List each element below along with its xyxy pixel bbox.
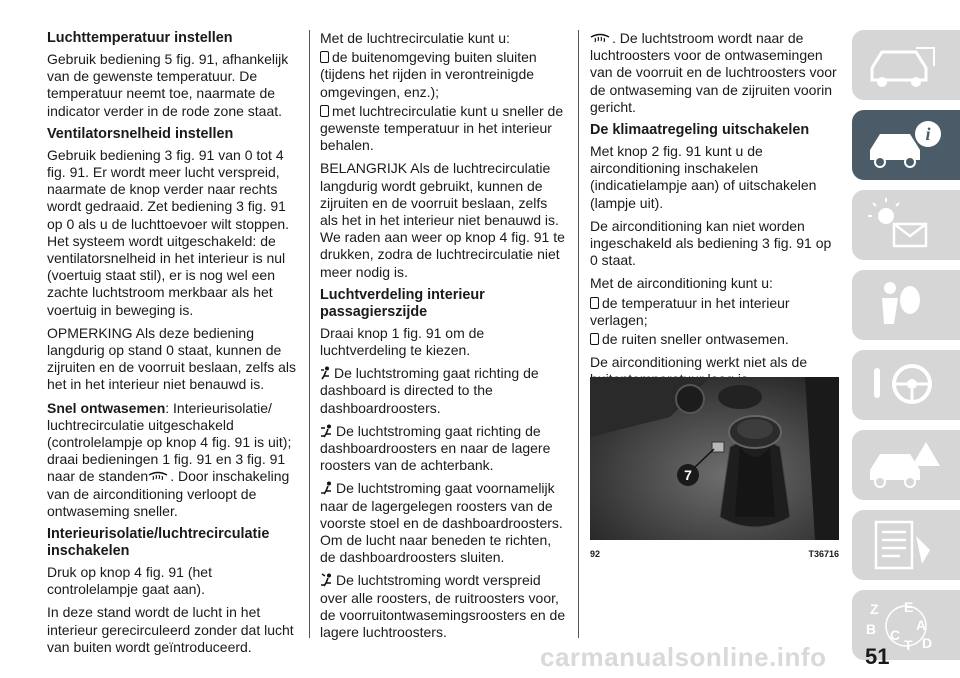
tab-emergency[interactable]	[852, 430, 960, 500]
paragraph-quick-defog	[47, 400, 297, 520]
watermark: carmanualsonline.info	[540, 642, 827, 672]
paragraph-defrost-text: . De luchtstroom wordt naar de luchtroosters voor de ontwasemingen van de voorruit en de luchtroosters voor de ontwaseming van de zijruiten voorin gericht.	[590, 30, 837, 115]
column-right	[590, 30, 840, 395]
svg-text:A: A	[916, 617, 927, 633]
ac-bullet-2-text: de ruiten sneller ontwasemen.	[602, 331, 789, 348]
paragraph-ac-low-temp: De airconditioning werkt niet als de	[590, 354, 808, 371]
car-dashboard-icon	[864, 38, 944, 92]
svg-text:B: B	[866, 621, 877, 637]
svg-text:C: C	[890, 627, 901, 643]
recirc-bullet-1-text: de buitenomgeving buiten sluiten (tijdens het rijden in verontreinigde omgevingen, enz.);	[320, 49, 537, 100]
distribution-all-text: De luchtstroming wordt verspreid over alle roosters, de ruitroosters voor, de voorruitontwasemingsroosters en de lagere luchtroosters.	[320, 572, 566, 641]
paragraph-air-distribution: Draai knop 1 fig. 91 om de luchtverdeling te kiezen.	[320, 324, 485, 359]
checkbox-bullet-icon	[590, 297, 599, 309]
warning-light-message-icon	[864, 198, 944, 252]
checkbox-bullet-icon	[320, 105, 329, 117]
ac-intro: Met de airconditioning kunt u:	[590, 275, 773, 292]
paragraph-note: OPMERKING Als deze bediening langdurig op stand 0 staat, kunnen de zijruiten en de voorruit beslaan, zelfs als het in het interieur niet benauwd is.	[47, 324, 297, 393]
svg-text:T: T	[904, 637, 913, 652]
ac-bullet-2	[590, 331, 840, 348]
car-warning-icon	[864, 438, 944, 492]
column-divider	[309, 30, 310, 638]
steering-wheel-key-icon	[864, 358, 944, 412]
heading-climate-off: De klimaatregeling uitschakelen	[590, 122, 810, 139]
svg-text:E: E	[904, 599, 914, 615]
airbag-icon	[864, 278, 944, 332]
tab-getting-to-know-vehicle[interactable]	[852, 110, 960, 180]
figure-photo-gear-lever	[590, 377, 839, 540]
callout-number: 7	[684, 467, 692, 483]
paragraph-climate-off-2: De airconditioning kan niet worden ingeschakeld als bediening 3 fig. 91 op 0 staat.	[590, 217, 832, 269]
recirc-bullet-1	[320, 49, 566, 101]
tab-starting-driving[interactable]	[852, 350, 960, 420]
svg-text:D: D	[922, 635, 933, 651]
figure-number: 92	[590, 549, 601, 559]
heading-fan-speed: Ventilatorsnelheid instellen	[47, 125, 234, 142]
air-to-feet-and-windscreen-icon	[320, 573, 334, 587]
checkbox-bullet-icon	[590, 333, 599, 345]
checkbox-bullet-icon	[320, 51, 329, 63]
distribution-bilevel	[320, 423, 566, 475]
quick-defog-label: Snel ontwasemen	[47, 399, 166, 416]
recirc-bullet-2-text: met luchtrecirculatie kunt u sneller de gewenste temperatuur in het interieur behalen.	[320, 102, 564, 154]
heading-recirculation: Interieurisolatie/luchtrecirculatie inschakelen	[47, 526, 270, 560]
tab-warning-lights[interactable]	[852, 190, 960, 260]
specifications-list-icon	[864, 518, 944, 572]
windscreen-defrost-icon	[590, 33, 610, 45]
recirc-bullet-2	[320, 103, 566, 155]
paragraph-air-temperature: Gebruik bediening 5 fig. 91, afhankelijk van de gewenste temperatuur. De temperatuur neemt toe, naarmate de indicator verder in de rode zone staat.	[47, 51, 289, 119]
air-to-feet-icon	[320, 481, 334, 495]
paragraph-fan-speed: Gebruik bediening 3 fig. 91 van 0 tot 4 fig. 91. Er wordt meer lucht verspreid, naarmate de knop verder naar rechts wordt gedraaid. Zet bediening 3 fig. 91 op 0 als u de luchttoevoer wilt stoppen. Het systeem wordt uitgeschakeld: de ventilatorsnelheid in het interieur is nul (voertuig staat stil), er is nog wel een zachte luchtstroom merkbaar als het voertuig in beweging is.	[47, 146, 290, 318]
quick-defog-text-b: . Door inschakeling van de airconditioning verloopt de ontwaseming sneller.	[47, 468, 290, 519]
distribution-bilevel-text: De luchtstroming gaat richting de dashboardroosters en naar de lagere roosters van de achterbank.	[320, 422, 551, 474]
distribution-all	[320, 572, 566, 641]
distribution-feet-text: De luchtstroming gaat voornamelijk naar de lagergelegen roosters van de voorste stoel en de dashboardroosters. Om de lucht naar beneden te richten, de dashboardroosters sluiten.	[320, 480, 563, 566]
paragraph-defrost	[590, 30, 840, 116]
figure-caption	[590, 549, 839, 559]
distribution-dashboard-text: De luchtstroming gaat richting de dashboard is directed to the dashboardroosters.	[320, 365, 539, 416]
tab-dashboard[interactable]	[852, 30, 960, 100]
ac-bullet-1-text: de temperatuur in het interieur verlagen;	[590, 294, 790, 328]
quick-defog-text-a: : Interieurisolatie/ luchtrecirculatie uitgeschakeld (controlelampje op knop 4 fig. 91 is uit); draai bedieningen 1 fig. 91 en 3 fig. 91 naar de standen	[47, 399, 292, 485]
windscreen-defrost-icon	[148, 471, 168, 483]
recirc-intro: Met de luchtrecirculatie kunt u:	[320, 30, 510, 46]
column-middle	[320, 30, 566, 647]
figure-code: T36716	[808, 549, 839, 559]
tab-safety[interactable]	[852, 270, 960, 340]
distribution-feet	[320, 480, 566, 566]
paragraph-recirculation-2: In deze stand wordt de lucht in het interieur gerecirculeerd zonder dat lucht van buiten wordt geïntroduceerd.	[47, 604, 294, 655]
air-to-face-icon	[320, 366, 332, 380]
tab-technical-specifications[interactable]	[852, 510, 960, 580]
heading-air-distribution: Luchtverdeling interieur passagierszijde	[320, 286, 485, 320]
ac-bullet-1	[590, 295, 840, 329]
paragraph-climate-off-1: Met knop 2 fig. 91 kunt u de airconditioning inschakelen (indicatielampje aan) of uitschakelen (lampje uit).	[590, 143, 817, 211]
chapter-tabs	[852, 30, 960, 670]
column-left	[47, 30, 297, 662]
heading-air-temperature: Luchttemperatuur instellen	[47, 30, 233, 46]
paragraph-important: BELANGRIJK Als de luchtrecirculatie langdurig wordt gebruikt, kunnen de zijruiten en de voorruit beslaan, zelfs als het in het interieur niet benauwd is. We raden aan weer op knop 4 fig. 91 te drukken, zodra de luchtrecirculatie niet meer nodig is.	[320, 160, 565, 280]
distribution-dashboard	[320, 365, 566, 417]
air-to-face-and-feet-icon	[320, 424, 334, 438]
page-number: 51	[865, 644, 890, 669]
svg-text:Z: Z	[870, 601, 879, 617]
paragraph-recirculation-1: Druk op knop 4 fig. 91 (het controlelampje gaat aan).	[47, 564, 212, 598]
car-info-icon	[864, 118, 944, 172]
column-divider	[578, 30, 579, 638]
svg-text:i: i	[925, 124, 931, 144]
